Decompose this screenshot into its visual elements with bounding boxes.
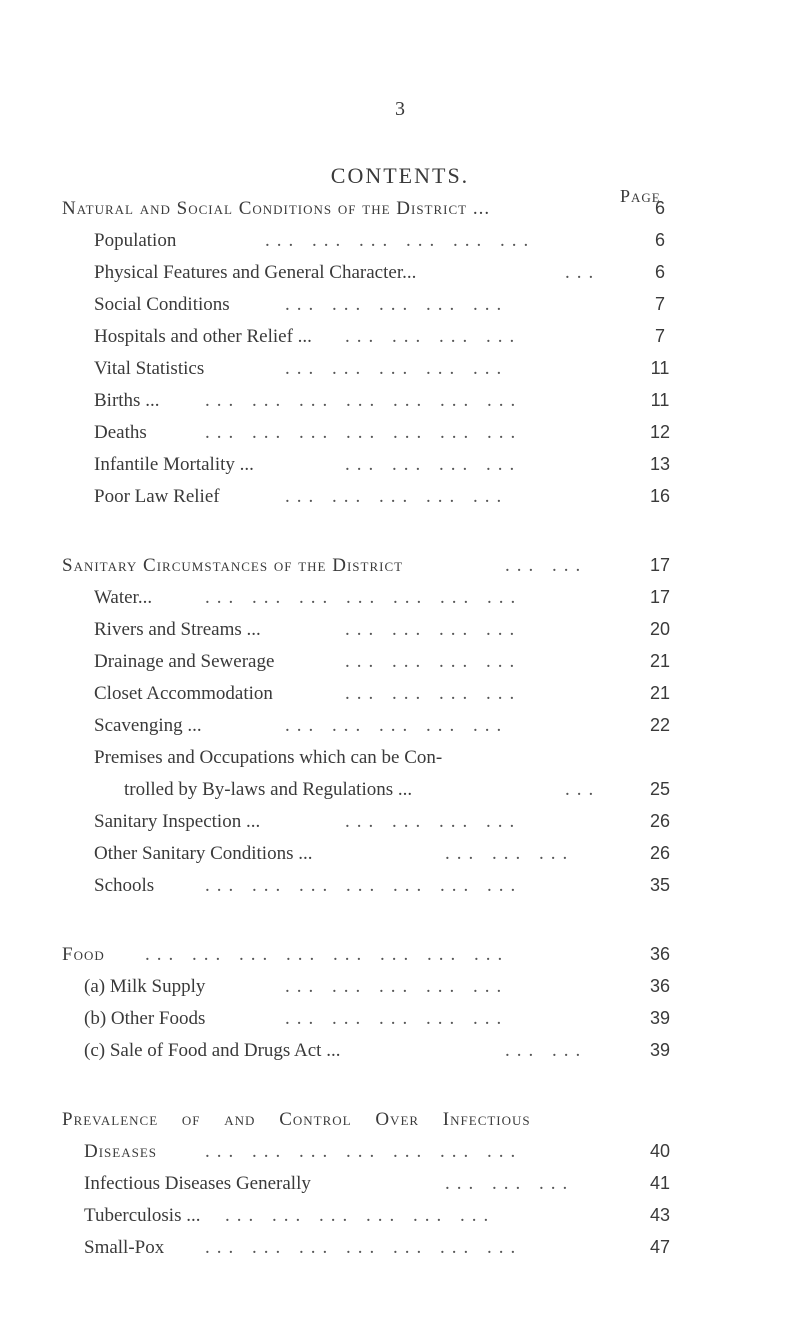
toc-section-label: Natural and Social Conditions of the District ... bbox=[62, 198, 491, 219]
toc-entry-label: Drainage and Sewerage bbox=[94, 651, 275, 672]
toc-page-number: 40 bbox=[649, 1141, 671, 1161]
toc-entry bbox=[0, 875, 800, 905]
toc-page-number: 6 bbox=[654, 198, 665, 218]
toc-page-number: 6 bbox=[654, 262, 665, 282]
leader-dots: ... ... ... ... ... bbox=[285, 715, 509, 736]
toc-entry bbox=[0, 683, 800, 713]
leader-dots: ... ... ... ... ... ... bbox=[225, 1205, 496, 1226]
toc-entry-label: Rivers and Streams ... bbox=[94, 619, 261, 640]
leader-dots: ... ... ... ... ... ... ... bbox=[205, 422, 523, 443]
toc-page-number: 26 bbox=[649, 843, 671, 863]
toc-entry bbox=[0, 811, 800, 841]
leader-dots: ... ... ... ... ... ... ... bbox=[205, 875, 523, 896]
toc-page-number: 17 bbox=[649, 555, 671, 575]
toc-page-number: 35 bbox=[649, 875, 671, 895]
toc-section-label: Prevalence of and Control Over Infectious bbox=[62, 1109, 531, 1130]
toc-section-continued bbox=[0, 1141, 800, 1171]
toc-entry bbox=[0, 619, 800, 649]
toc-entry-label: Schools bbox=[94, 875, 155, 896]
toc-entry-label: Water... bbox=[94, 587, 153, 608]
toc-entry-label: Sanitary Inspection ... bbox=[94, 811, 261, 832]
toc-entry-label: Tuberculosis ... bbox=[84, 1205, 201, 1226]
toc-entry bbox=[0, 422, 800, 452]
leader-dots: ... ... ... ... bbox=[345, 651, 522, 672]
toc-entry-label: Infantile Mortality ... bbox=[94, 454, 254, 475]
toc-entry bbox=[0, 715, 800, 745]
toc-section bbox=[0, 198, 800, 228]
toc-entry bbox=[0, 1008, 800, 1038]
leader-dots: ... ... bbox=[505, 555, 588, 576]
toc-page-number: 11 bbox=[650, 358, 670, 378]
leader-dots: ... ... ... ... bbox=[345, 811, 522, 832]
leader-dots: ... ... ... ... ... ... ... bbox=[205, 587, 523, 608]
toc-section-label: Sanitary Circumstances of the District bbox=[62, 555, 404, 576]
toc-entry-label: Closet Accommodation bbox=[94, 683, 273, 704]
toc-page-number: 39 bbox=[649, 1008, 671, 1028]
toc-entry bbox=[0, 326, 800, 356]
toc-page-number: 43 bbox=[649, 1205, 671, 1225]
toc-page-number: 25 bbox=[649, 779, 671, 799]
toc-entry-label: (c) Sale of Food and Drugs Act ... bbox=[84, 1040, 341, 1061]
toc-entry-label: Hospitals and other Relief ... bbox=[94, 326, 312, 347]
toc-entry-label: Poor Law Relief bbox=[94, 486, 220, 507]
toc-entry bbox=[0, 1040, 800, 1070]
toc-page-number: 12 bbox=[649, 422, 671, 442]
toc-entry-label: Social Conditions bbox=[94, 294, 230, 315]
leader-dots: ... ... ... ... ... bbox=[285, 294, 509, 315]
toc-entry bbox=[0, 390, 800, 420]
leader-dots: ... ... ... ... bbox=[345, 326, 522, 347]
leader-dots: ... ... ... ... ... bbox=[285, 486, 509, 507]
toc-page-number: 21 bbox=[649, 683, 671, 703]
toc-entry-label: trolled by By-laws and Regulations ... bbox=[124, 779, 413, 800]
leader-dots: ... ... bbox=[505, 1040, 588, 1061]
toc-entry-label: Physical Features and General Character... bbox=[94, 262, 417, 283]
toc-page-number: 26 bbox=[649, 811, 671, 831]
toc-section bbox=[0, 555, 800, 585]
leader-dots: ... ... ... ... bbox=[345, 454, 522, 475]
toc-entry-label: Small-Pox bbox=[84, 1237, 165, 1258]
toc-entry bbox=[0, 1205, 800, 1235]
toc-page-number: 7 bbox=[654, 326, 665, 346]
toc-entry-label: Scavenging ... bbox=[94, 715, 202, 736]
toc-entry bbox=[0, 587, 800, 617]
toc-page-number: 36 bbox=[649, 976, 671, 996]
toc-entry bbox=[0, 1173, 800, 1203]
toc-entry-label: Population bbox=[94, 230, 177, 251]
toc-page-number: 36 bbox=[649, 944, 671, 964]
toc-section-label: Diseases bbox=[84, 1141, 158, 1162]
toc-page-number: 41 bbox=[649, 1173, 671, 1193]
toc-page-number: 17 bbox=[649, 587, 671, 607]
page-column-label: Page bbox=[620, 186, 661, 206]
leader-dots: ... ... ... ... bbox=[345, 619, 522, 640]
toc-page-number: 22 bbox=[649, 715, 671, 735]
toc-entry bbox=[0, 262, 800, 292]
leader-dots: ... ... ... ... ... ... ... bbox=[205, 1237, 523, 1258]
toc-entry-label: Deaths bbox=[94, 422, 147, 443]
leader-dots: ... ... ... ... ... bbox=[285, 1008, 509, 1029]
toc-entry bbox=[0, 779, 800, 809]
toc-entry-label: (b) Other Foods bbox=[84, 1008, 206, 1029]
toc-entry bbox=[0, 486, 800, 516]
toc-page-number: 21 bbox=[649, 651, 671, 671]
toc-entry bbox=[0, 294, 800, 324]
toc-entry bbox=[0, 747, 800, 777]
toc-entry-label: Other Sanitary Conditions ... bbox=[94, 843, 313, 864]
toc-page-number: 6 bbox=[654, 230, 665, 250]
toc-entry bbox=[0, 651, 800, 681]
toc-page-number: 39 bbox=[649, 1040, 671, 1060]
toc-page-number: 16 bbox=[649, 486, 671, 506]
leader-dots: ... ... ... ... ... ... ... ... bbox=[145, 944, 510, 965]
leader-dots: ... ... ... ... ... bbox=[285, 976, 509, 997]
toc-section bbox=[0, 1109, 800, 1139]
leader-dots: ... ... ... ... ... ... ... bbox=[205, 1141, 523, 1162]
toc-page-number: 11 bbox=[650, 390, 670, 410]
toc-entry-label: Premises and Occupations which can be Con- bbox=[94, 747, 443, 768]
toc-entry-label: (a) Milk Supply bbox=[84, 976, 206, 997]
leader-dots: ... ... ... ... ... bbox=[285, 358, 509, 379]
leader-dots: ... ... ... ... ... ... bbox=[265, 230, 536, 251]
toc-page-number: 20 bbox=[649, 619, 671, 639]
toc-entry bbox=[0, 976, 800, 1006]
toc-section-label: Food bbox=[62, 944, 105, 965]
leader-dots: ... ... ... bbox=[445, 1173, 575, 1194]
leader-dots: ... ... ... bbox=[445, 843, 575, 864]
toc-page-number: 7 bbox=[654, 294, 665, 314]
toc-page-number: 47 bbox=[649, 1237, 671, 1257]
toc-page-number: 13 bbox=[649, 454, 671, 474]
toc-section bbox=[0, 944, 800, 974]
toc-entry bbox=[0, 230, 800, 260]
toc-entry-label: Infectious Diseases Generally bbox=[84, 1173, 311, 1194]
toc-entry bbox=[0, 1237, 800, 1267]
page-number: 3 bbox=[395, 98, 405, 120]
page-title: CONTENTS. bbox=[330, 163, 470, 188]
toc-entry bbox=[0, 454, 800, 484]
leader-dots: ... ... ... ... ... ... ... bbox=[205, 390, 523, 411]
leader-dots: ... bbox=[565, 779, 601, 800]
toc-entry bbox=[0, 358, 800, 388]
toc-entry-label: Births ... bbox=[94, 390, 160, 411]
leader-dots: ... bbox=[565, 262, 601, 283]
toc-entry bbox=[0, 843, 800, 873]
leader-dots: ... ... ... ... bbox=[345, 683, 522, 704]
toc-entry-label: Vital Statistics bbox=[94, 358, 205, 379]
